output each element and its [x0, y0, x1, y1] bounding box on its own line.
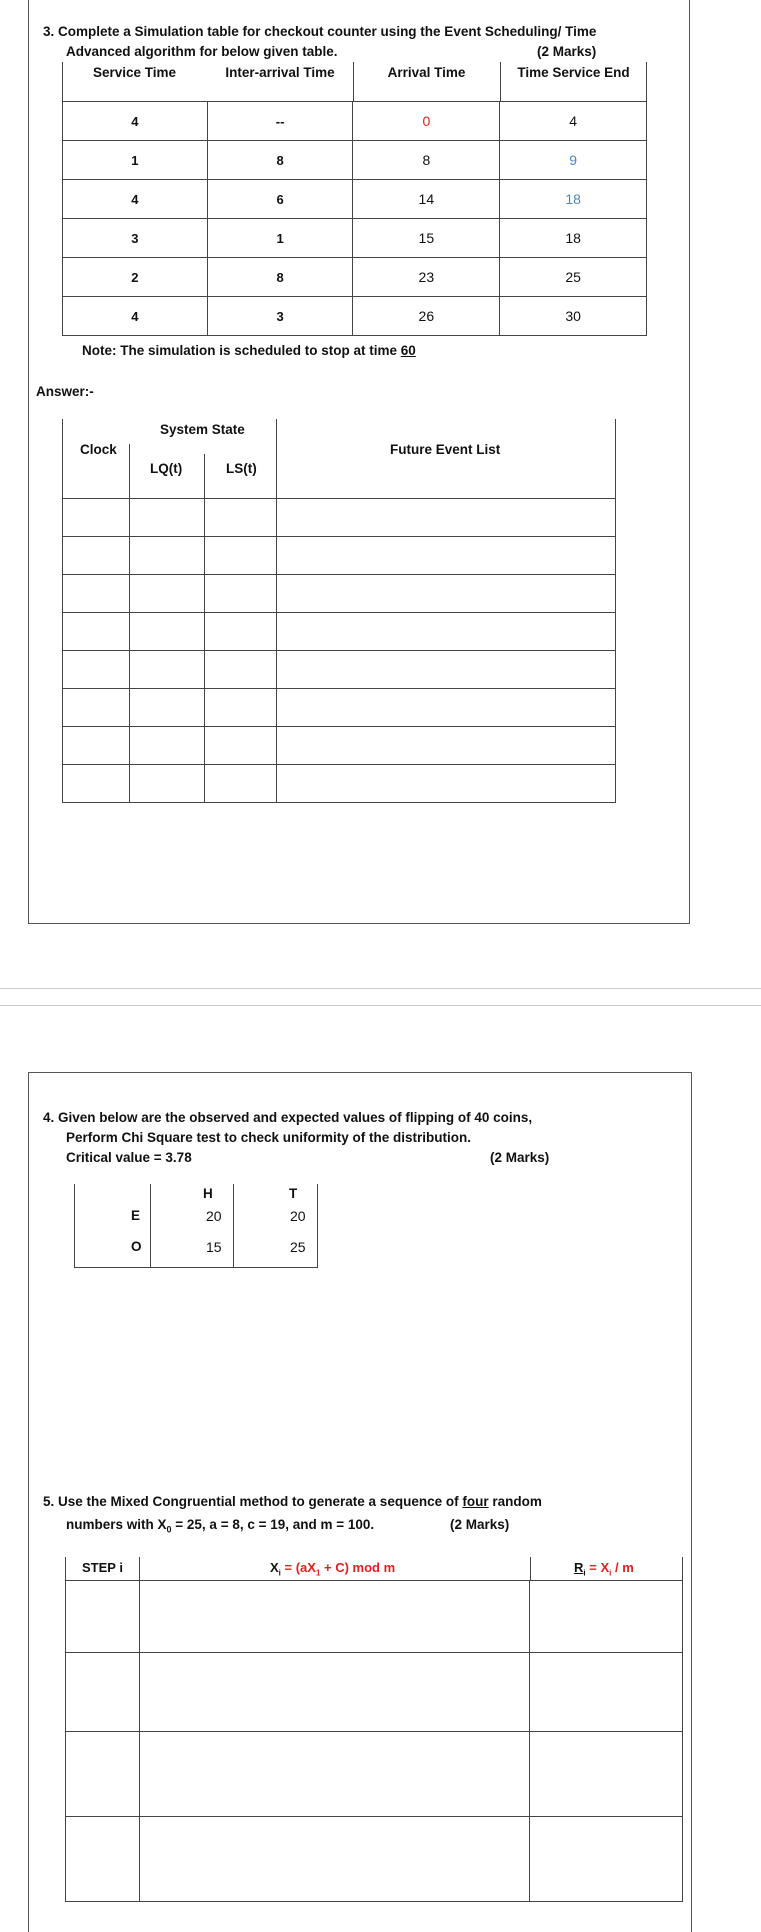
table-row[interactable]: [63, 613, 616, 651]
fel-cell[interactable]: [276, 537, 615, 575]
r-sub: i: [583, 1568, 586, 1578]
page-separator: [0, 988, 761, 989]
q5-text: numbers with X: [66, 1517, 167, 1532]
service-end-cell: 18: [500, 180, 647, 219]
ls-cell[interactable]: [204, 613, 276, 651]
q5-text: random: [488, 1494, 542, 1509]
service-time-cell: 4: [63, 180, 208, 219]
step-cell[interactable]: [66, 1817, 140, 1902]
service-time-cell: 4: [63, 297, 208, 336]
table-row: [63, 219, 647, 258]
divider: [646, 62, 647, 102]
ls-cell[interactable]: [204, 537, 276, 575]
service-end-cell: 30: [500, 297, 647, 336]
simulation-note: [82, 343, 416, 358]
fel-cell[interactable]: [276, 651, 615, 689]
table-row: [63, 297, 647, 336]
service-time-cell: 2: [63, 258, 208, 297]
lq-cell[interactable]: [129, 537, 204, 575]
table-row[interactable]: [63, 689, 616, 727]
xi-cell[interactable]: [139, 1653, 529, 1732]
divider: [615, 419, 616, 499]
divider: [74, 1267, 318, 1268]
xi-cell[interactable]: [139, 1581, 529, 1653]
ri-cell[interactable]: [530, 1581, 683, 1653]
fel-cell[interactable]: [276, 499, 615, 537]
header-inter-arrival-time: Inter-arrival Time: [225, 65, 335, 80]
lq-cell[interactable]: [129, 727, 204, 765]
clock-cell[interactable]: [63, 613, 130, 651]
table-row[interactable]: [63, 651, 616, 689]
lq-header: LQ(t): [150, 461, 183, 476]
lq-cell[interactable]: [129, 613, 204, 651]
ls-header: LS(t): [226, 461, 257, 476]
table-row[interactable]: [63, 727, 616, 765]
service-time-cell: 4: [63, 102, 208, 141]
r-header: [574, 1560, 634, 1578]
header-service-time: Service Time: [92, 65, 177, 80]
xi-cell[interactable]: [139, 1817, 529, 1902]
observed-tails-value: 25: [290, 1239, 306, 1255]
expected-tails-value: 20: [290, 1208, 306, 1224]
lq-cell[interactable]: [129, 575, 204, 613]
table-row[interactable]: [66, 1653, 683, 1732]
tails-header: T: [289, 1186, 298, 1201]
divider: [317, 1184, 318, 1268]
q5-four: four: [462, 1494, 489, 1509]
clock-cell[interactable]: [63, 537, 130, 575]
divider: [150, 1184, 151, 1268]
ls-cell[interactable]: [204, 689, 276, 727]
ls-cell[interactable]: [204, 727, 276, 765]
clock-cell[interactable]: [63, 651, 130, 689]
r-label: R: [574, 1560, 584, 1575]
q5-marks: (2 Marks): [450, 1517, 510, 1532]
q5-text: = 25, a = 8, c = 19, and m = 100.: [171, 1517, 375, 1532]
clock-header: Clock: [80, 442, 117, 457]
inter-arrival-cell: 8: [207, 258, 353, 297]
ri-cell[interactable]: [530, 1817, 683, 1902]
divider: [62, 62, 63, 102]
q5-text: 5. Use the Mixed Congruential method to generate a sequence of: [43, 1494, 463, 1509]
r-text: / m: [611, 1560, 634, 1575]
lq-cell[interactable]: [129, 689, 204, 727]
arrival-time-cell: 8: [353, 141, 500, 180]
divider: [139, 1557, 140, 1581]
arrival-time-cell: 15: [353, 219, 500, 258]
heads-header: H: [203, 1186, 213, 1201]
clock-cell[interactable]: [63, 765, 130, 803]
q4-marks: (2 Marks): [490, 1150, 550, 1165]
arrival-time-cell: 14: [353, 180, 500, 219]
formula-x: X: [270, 1560, 279, 1575]
service-time-cell: 1: [63, 141, 208, 180]
divider: [65, 1557, 66, 1581]
lq-cell[interactable]: [129, 765, 204, 803]
answer-table: [62, 498, 616, 803]
step-cell[interactable]: [66, 1653, 140, 1732]
table-row: [63, 180, 647, 219]
table-row: [63, 258, 647, 297]
service-end-cell: 9: [500, 141, 647, 180]
lq-cell[interactable]: [129, 651, 204, 689]
inter-arrival-cell: 1: [207, 219, 353, 258]
clock-cell[interactable]: [63, 689, 130, 727]
table-row[interactable]: [66, 1817, 683, 1902]
divider: [62, 419, 63, 499]
q3-line1: 3. Complete a Simulation table for checkout counter using the Event Scheduling/ Time: [43, 24, 597, 39]
ls-cell[interactable]: [204, 765, 276, 803]
formula-text: = (aX: [280, 1560, 316, 1575]
step-header: STEP i: [82, 1560, 123, 1575]
ls-cell[interactable]: [204, 575, 276, 613]
divider: [233, 1184, 234, 1268]
table-row[interactable]: [63, 575, 616, 613]
note-text: Note: The simulation is scheduled to stop at time: [82, 343, 401, 358]
observed-heads-value: 15: [206, 1239, 222, 1255]
note-stop-time: 60: [400, 343, 416, 358]
service-end-cell: 4: [500, 102, 647, 141]
table-row: [63, 102, 647, 141]
table-row[interactable]: [63, 499, 616, 537]
q3-line2: Advanced algorithm for below given table.: [66, 44, 338, 59]
observed-row-label: O: [131, 1239, 142, 1254]
system-state-header: System State: [160, 422, 245, 437]
service-end-cell: 18: [500, 219, 647, 258]
divider: [204, 454, 205, 499]
q4-critical-value: Critical value = 3.78: [66, 1150, 192, 1165]
table-row: [63, 141, 647, 180]
inter-arrival-cell: 6: [207, 180, 353, 219]
service-end-cell: 25: [500, 258, 647, 297]
ri-cell[interactable]: [530, 1653, 683, 1732]
page-separator: [0, 1005, 761, 1006]
q4-line1: 4. Given below are the observed and expected values of flipping of 40 coins,: [43, 1110, 533, 1125]
ls-cell[interactable]: [204, 499, 276, 537]
fel-cell[interactable]: [276, 613, 615, 651]
answer-label: Answer:-: [36, 384, 94, 399]
divider: [530, 1557, 531, 1581]
r-sub: i: [609, 1568, 612, 1578]
fel-cell[interactable]: [276, 689, 615, 727]
future-event-list-header: Future Event List: [390, 442, 501, 457]
inter-arrival-cell: --: [207, 102, 353, 141]
formula-sub: 1: [315, 1568, 321, 1578]
expected-row-label: E: [131, 1208, 141, 1223]
q3-marks: (2 Marks): [537, 44, 597, 59]
fel-cell[interactable]: [276, 727, 615, 765]
congruential-table: [65, 1580, 683, 1902]
divider: [682, 1557, 683, 1581]
step-cell[interactable]: [66, 1581, 140, 1653]
formula-sub: i: [278, 1568, 281, 1578]
step-cell[interactable]: [66, 1732, 140, 1817]
xi-cell[interactable]: [139, 1732, 529, 1817]
table-row[interactable]: [66, 1732, 683, 1817]
lq-cell[interactable]: [129, 499, 204, 537]
arrival-time-cell: 0: [353, 102, 500, 141]
q5-subscript: 0: [166, 1524, 172, 1535]
inter-arrival-cell: 8: [207, 141, 353, 180]
fel-cell[interactable]: [276, 765, 615, 803]
ri-cell[interactable]: [530, 1732, 683, 1817]
formula-text: + C) mod m: [320, 1560, 396, 1575]
r-text: = X: [585, 1560, 610, 1575]
formula-header: [270, 1560, 395, 1578]
divider: [353, 62, 354, 102]
inter-arrival-cell: 3: [207, 297, 353, 336]
table-row[interactable]: [66, 1581, 683, 1653]
fel-cell[interactable]: [276, 575, 615, 613]
divider: [129, 444, 130, 499]
q5-line1: [43, 1494, 542, 1509]
table-row[interactable]: [63, 537, 616, 575]
divider: [500, 62, 501, 102]
divider: [276, 419, 277, 499]
arrival-time-cell: 26: [353, 297, 500, 336]
service-time-cell: 3: [63, 219, 208, 258]
clock-cell[interactable]: [63, 575, 130, 613]
divider: [74, 1184, 75, 1268]
clock-cell[interactable]: [63, 727, 130, 765]
header-arrival-time: Arrival Time: [387, 65, 466, 80]
expected-heads-value: 20: [206, 1208, 222, 1224]
q5-line2: [66, 1517, 374, 1535]
table-row[interactable]: [63, 765, 616, 803]
clock-cell[interactable]: [63, 499, 130, 537]
ls-cell[interactable]: [204, 651, 276, 689]
simulation-input-table: [62, 101, 647, 336]
header-time-service-end: Time Service End: [517, 65, 630, 80]
arrival-time-cell: 23: [353, 258, 500, 297]
q4-line2: Perform Chi Square test to check uniformity of the distribution.: [66, 1130, 472, 1145]
